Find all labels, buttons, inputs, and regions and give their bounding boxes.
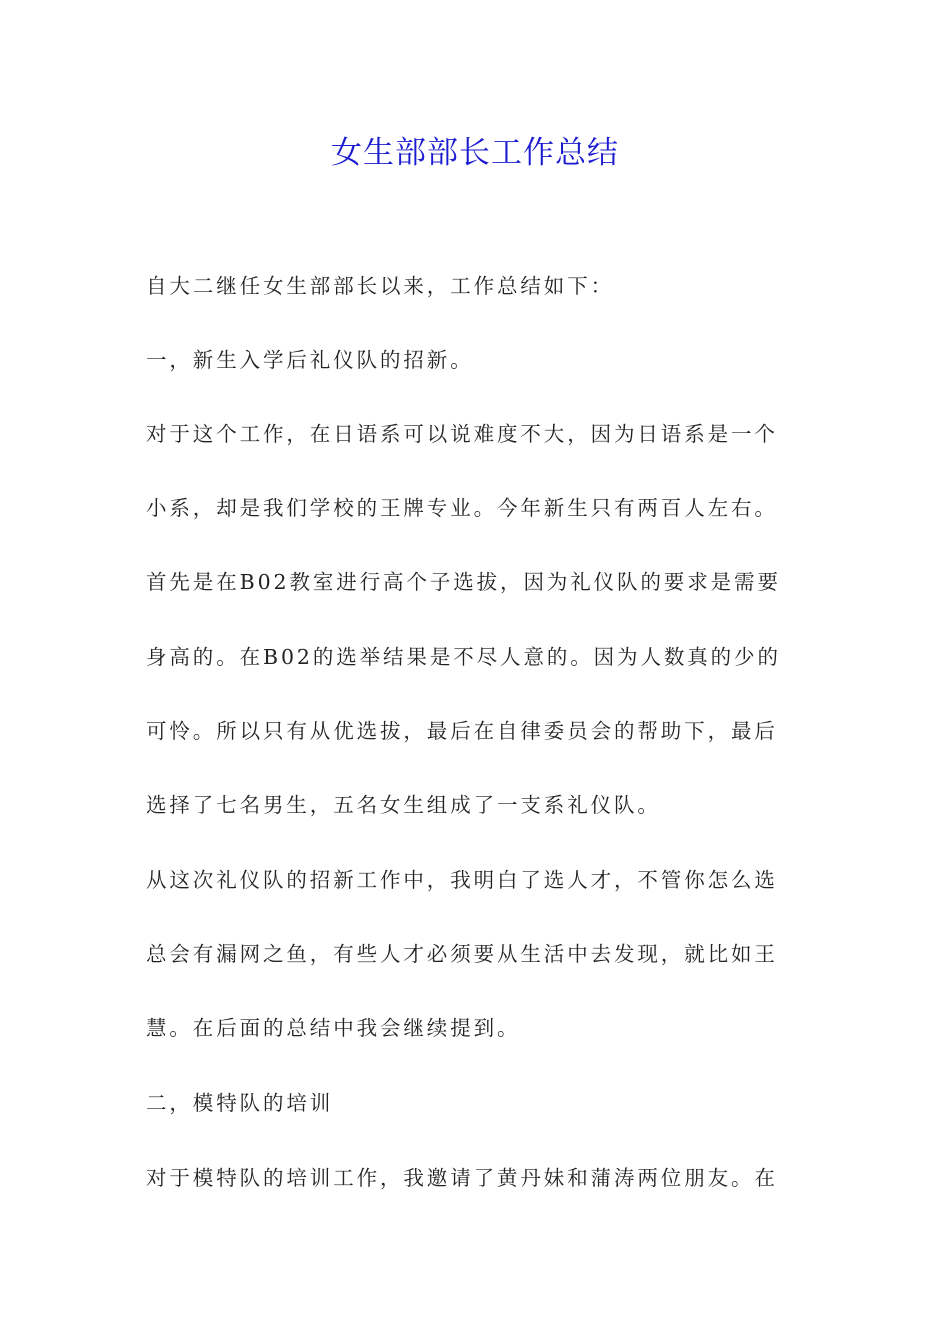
paragraph-line: 慧。在后面的总结中我会继续提到。 <box>146 1016 521 1040</box>
paragraph-line: 首先是在B02教室进行高个子选拔，因为礼仪队的要求是需要 <box>146 570 781 594</box>
section-heading-2: 二，模特队的培训 <box>146 1091 334 1115</box>
paragraph-line: 从这次礼仪队的招新工作中，我明白了选人才，不管你怎么选 <box>146 868 778 892</box>
section-heading-1: 一，新生入学后礼仪队的招新。 <box>146 348 474 372</box>
paragraph-line: 身高的。在B02的选举结果是不尽人意的。因为人数真的少的 <box>146 645 781 669</box>
paragraph-line: 小系，却是我们学校的王牌专业。今年新生只有两百人左右。 <box>146 496 778 520</box>
intro-line: 自大二继任女生部部长以来，工作总结如下： <box>146 274 614 298</box>
paragraph-line: 对于这个工作，在日语系可以说难度不大，因为日语系是一个 <box>146 422 778 446</box>
paragraph-line: 总会有漏网之鱼，有些人才必须要从生活中去发现，就比如王 <box>146 942 778 966</box>
paragraph-line: 选择了七名男生，五名女生组成了一支系礼仪队。 <box>146 793 661 817</box>
paragraph-line: 可怜。所以只有从优选拔，最后在自律委员会的帮助下，最后 <box>146 719 778 743</box>
paragraph-line: 对于模特队的培训工作，我邀请了黄丹妹和蒲涛两位朋友。在 <box>146 1166 778 1190</box>
page-title: 女生部部长工作总结 <box>331 135 619 171</box>
